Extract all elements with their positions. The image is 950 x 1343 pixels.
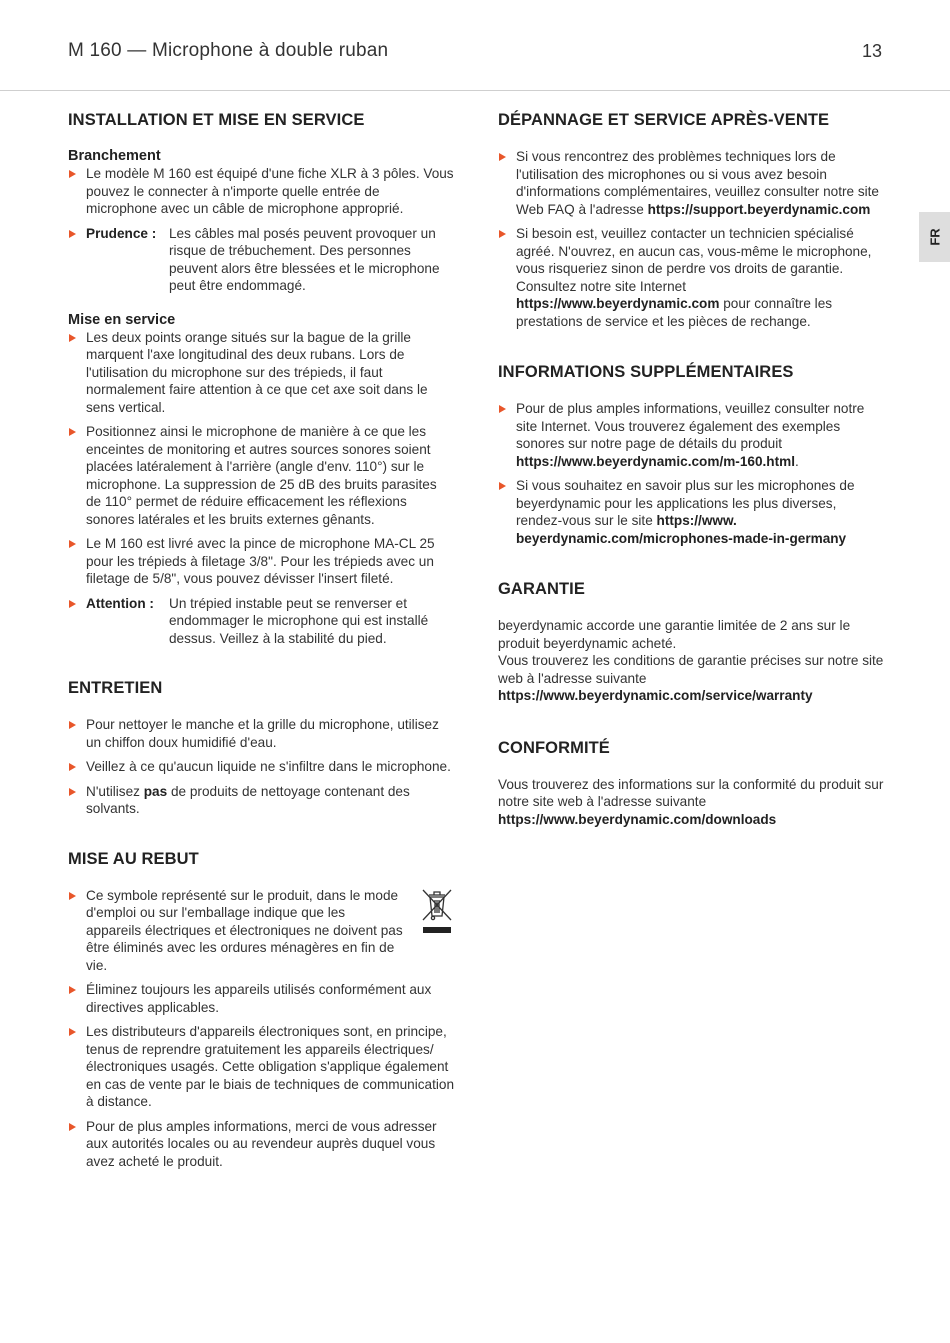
list-item: Les deux points orange situés sur la bague de la grille marquent l'axe longitudinal des deux rubans. Lors de l'utilisation du microphone sur des trépieds, il faut normalement faire attention à ce que cet axe soit dans le sens vertical. xyxy=(68,329,454,417)
branchement-subtitle: Branchement xyxy=(68,148,161,164)
attention-text: Un trépied instable peut se renverser et endommager le microphone qui est installé dessus. Veillez à la stabilité du pied. xyxy=(169,595,429,646)
page-header xyxy=(0,0,950,91)
support-link[interactable]: https://support.beyerdynamic.com xyxy=(647,201,871,217)
list-item: Positionnez ainsi le microphone de manière à ce que les enceintes de monitoring et autres sources sonores soient placées latéralement à l'arrière (angle d'env. 110°) sur le microphone. La suppression de 25 dB des bruits parasites de 110° permet de réduire efficacement les réflexions sonores latérales et les bruits externes gênants. xyxy=(68,423,454,528)
entretien-title: ENTRETIEN xyxy=(68,679,163,697)
informations-title: INFORMATIONS SUPPLÉMENTAIRES xyxy=(498,363,794,381)
bullet-arrow-icon xyxy=(69,230,76,238)
entretien-list xyxy=(68,716,454,818)
rebut-block xyxy=(68,887,454,1171)
list-item: Les distributeurs d'appareils électroniques sont, en principe, tenus de reprendre gratuitement les appareils électriques/électroniques usagés. Cette obligation s'applique également en cas de vente par le biais de techniques de communication à distance. xyxy=(68,1023,454,1111)
bullet-arrow-icon xyxy=(69,1028,76,1036)
right-column xyxy=(498,110,884,828)
informations-list xyxy=(498,400,884,547)
bullet-arrow-icon xyxy=(69,763,76,771)
bullet-arrow-icon xyxy=(499,405,506,413)
product-page-link[interactable]: https://www.beyerdynamic.com/m-160.html xyxy=(516,453,795,469)
bullet-arrow-icon xyxy=(69,788,76,796)
list-item: Pour nettoyer le manche et la grille du microphone, utilisez un chiffon doux humidifié d'eau. xyxy=(68,716,454,751)
list-item: Si vous souhaitez en savoir plus sur les microphones de beyerdynamic pour les applications les plus diverses, rendez-vous sur le site https://www. beyerdynamic.com/microphones-made-in-germany xyxy=(498,477,884,547)
prudence-label: Prudence : xyxy=(86,225,157,241)
conformite-text: Vous trouverez des informations sur la conformité du produit sur notre site web à l'adresse suivante https://www.beyerdynamic.com/downloads xyxy=(498,776,884,827)
list-item: Veillez à ce qu'aucun liquide ne s'infiltre dans le microphone. xyxy=(68,758,454,776)
bullet-arrow-icon xyxy=(69,986,76,994)
list-item: Le modèle M 160 est équipé d'une fiche XLR à 3 pôles. Vous pouvez le connecter à n'importe quelle entrée de microphone avec un câble de microphone approprié. xyxy=(68,165,454,218)
prudence-text: Les câbles mal posés peuvent provoquer un risque de trébuchement. Des personnes peuvent alors être blessées et le microphone peut être endommagé. xyxy=(169,225,440,293)
language-tab-label: FR xyxy=(927,228,942,246)
list-item xyxy=(68,225,454,295)
branchement-list xyxy=(68,165,454,295)
bullet-arrow-icon xyxy=(69,1123,76,1131)
rebut-title: MISE AU REBUT xyxy=(68,849,199,868)
beyerdynamic-link[interactable]: https://www.beyerdynamic.com xyxy=(516,296,720,311)
bullet-arrow-icon xyxy=(499,230,506,238)
bullet-arrow-icon xyxy=(69,428,76,436)
list-item: Pour de plus amples informations, veuillez consulter notre site Internet. Vous trouverez également des exemples sonores sur notre page de détails du produit https://www.beyerdynamic.com/m-160.html. xyxy=(498,400,884,470)
bullet-arrow-icon xyxy=(69,600,76,608)
list-item: Pour de plus amples informations, merci de vous adresser aux autorités locales ou au revendeur auprès duquel vous avez acheté le produit. xyxy=(68,1118,454,1171)
downloads-link[interactable]: https://www.beyerdynamic.com/downloads xyxy=(498,811,777,827)
made-in-germany-link[interactable]: https://www. beyerdynamic.com/microphones-made-in-germany xyxy=(516,513,847,546)
bullet-arrow-icon xyxy=(69,170,76,178)
conformite-title: CONFORMITÉ xyxy=(498,738,610,757)
list-item: Le M 160 est livré avec la pince de microphone MA-CL 25 pour les trépieds à filetage 3/8". Pour les trépieds avec un filetage de 5/8", vous pouvez dévisser l'insert fileté. xyxy=(68,535,454,588)
list-item: Ce symbole représenté sur le produit, dans le mode d'emploi ou sur l'emballage indique que les appareils électriques et électroniques ne doivent pas être éliminés avec les ordures ménagères en fin de vie. xyxy=(68,887,454,975)
depannage-list xyxy=(498,148,884,330)
page-number: 13 xyxy=(861,41,882,61)
attention-label: Attention : xyxy=(86,595,154,611)
bullet-arrow-icon xyxy=(69,892,76,900)
bullet-arrow-icon xyxy=(69,334,76,342)
bullet-arrow-icon xyxy=(69,721,76,729)
list-item: N'utilisez pas de produits de nettoyage contenant des solvants. xyxy=(68,783,454,818)
list-item: Éliminez toujours les appareils utilisés conformément aux directives applicables. xyxy=(68,981,454,1016)
bullet-arrow-icon xyxy=(499,482,506,490)
bullet-arrow-icon xyxy=(499,153,506,161)
page-title: M 160 — Microphone à double ruban xyxy=(68,40,389,61)
language-tab xyxy=(919,212,950,262)
list-item xyxy=(68,595,454,648)
garantie-text: beyerdynamic accorde une garantie limitée de 2 ans sur le produit beyerdynamic acheté. Vous trouverez les conditions de garantie précises sur notre site web à l'adresse suivante https://www.beyerdynamic.com/service/warranty xyxy=(498,618,884,703)
left-column xyxy=(68,110,454,1177)
depannage-title: DÉPANNAGE ET SERVICE APRÈS-VENTE xyxy=(498,111,830,129)
bullet-arrow-icon xyxy=(69,540,76,548)
warranty-link[interactable]: https://www.beyerdynamic.com/service/warranty xyxy=(498,688,813,703)
mise-en-service-subtitle: Mise en service xyxy=(68,311,176,328)
garantie-title: GARANTIE xyxy=(498,580,585,598)
rebut-list xyxy=(68,887,454,1171)
installation-title: INSTALLATION ET MISE EN SERVICE xyxy=(68,111,365,129)
list-item: Si vous rencontrez des problèmes techniques lors de l'utilisation des microphones ou si vous avez besoin d'informations complémentaires, veuillez consulter notre site Web FAQ à l'adresse https://support.beyerdynamic.com xyxy=(498,148,884,218)
mise-en-service-list xyxy=(68,329,454,648)
list-item: Si besoin est, veuillez contacter un technicien spécialisé agréé. N'ouvrez, en aucun cas, vous-même le microphone, vous risqueriez sinon de perdre vos droits de garantie. Consultez notre site Internet https://www.beyerdynamic.com pour connaître les prestations de service et les pièces de rechange. xyxy=(498,225,884,330)
